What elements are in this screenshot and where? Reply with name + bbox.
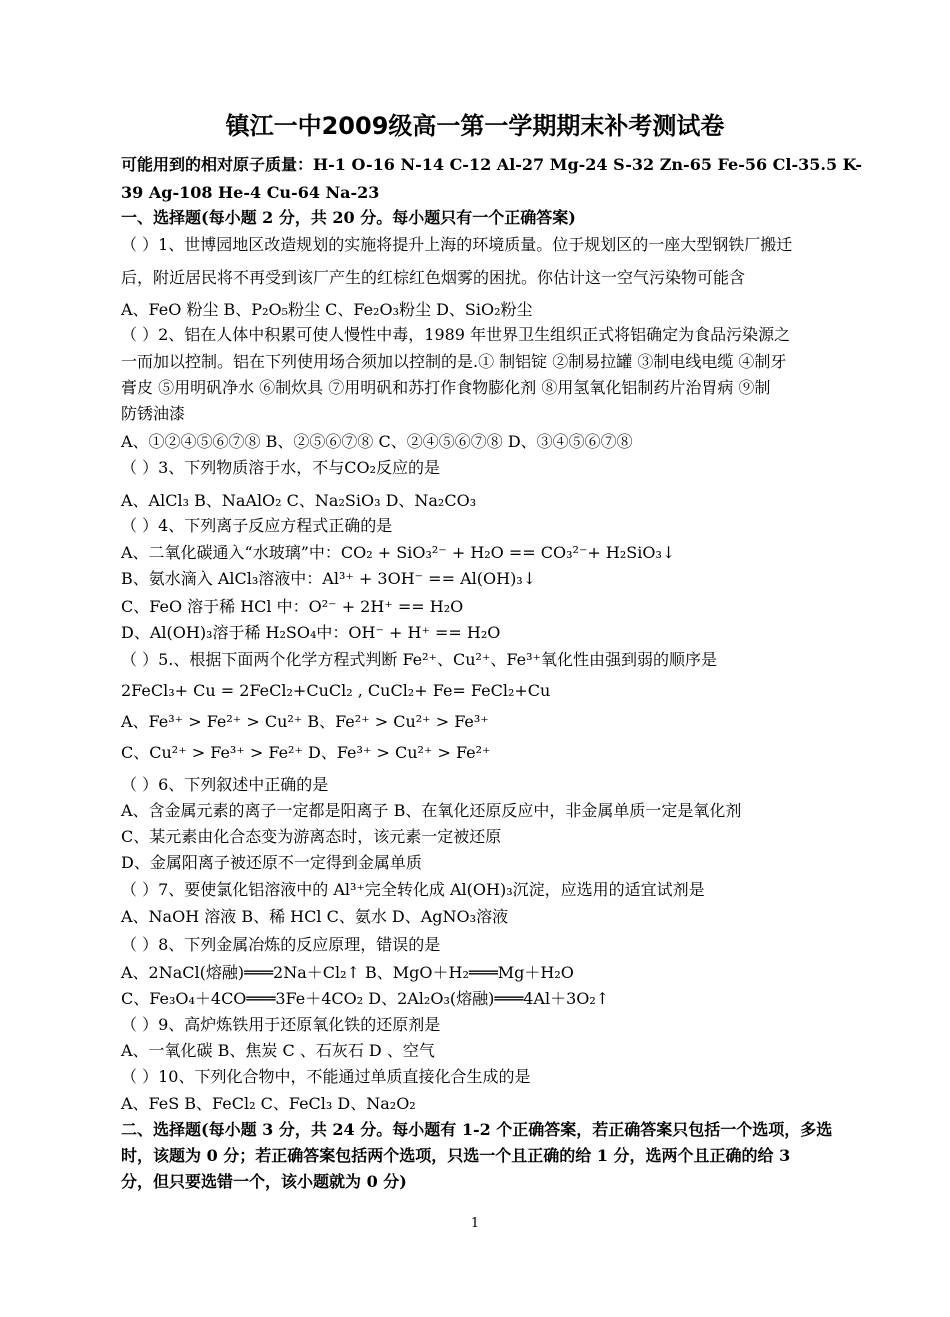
text-line: C、Fe₃O₄＋4CO═══3Fe＋4CO₂ D、2Al₂O₃(熔融)═══4Al＋3O₂↑	[121, 989, 610, 1008]
text-line: 2FeCl₃+ Cu = 2FeCl₂+CuCl₂ , CuCl₂+ Fe= FeCl₂+Cu	[121, 681, 551, 700]
text-line: A、①②④⑤⑥⑦⑧ B、②⑤⑥⑦⑧ C、②④⑤⑥⑦⑧ D、③④⑤⑥⑦⑧	[121, 432, 633, 451]
text-line: 一、选择题(每小题 2 分，共 20 分。每小题只有一个正确答案)	[121, 208, 576, 227]
text-line: （ ）3、下列物质溶于水，不与CO₂反应的是	[121, 458, 441, 477]
text-line: A、FeS B、FeCl₂ C、FeCl₃ D、Na₂O₂	[121, 1094, 416, 1113]
text-line: 一而加以控制。铝在下列使用场合须加以控制的是.① 制铝锭 ②制易拉罐 ③制电线电缆 ④制牙	[121, 352, 787, 371]
text-line: 后，附近居民将不再受到该厂产生的红棕红色烟雾的困扰。你估计这一空气污染物可能含	[121, 268, 746, 287]
text-line: （ ）10、下列化合物中，不能通过单质直接化合生成的是	[121, 1067, 531, 1086]
text-line: （ ）4、下列离子反应方程式正确的是	[121, 516, 393, 535]
page-number: 1	[470, 1216, 480, 1231]
text-line: A、含金属元素的离子一定都是阳离子 B、在氧化还原反应中，非金属单质一定是氧化剂	[121, 801, 742, 820]
text-line: D、金属阳离子被还原不一定得到金属单质	[121, 853, 422, 872]
text-line: A、NaOH 溶液 B、稀 HCl C、氨水 D、AgNO₃溶液	[121, 907, 509, 926]
text-line: 时，该题为 0 分；若正确答案包括两个选项，只选一个且正确的给 1 分，选两个且正确的给 3	[121, 1146, 791, 1165]
text-line: A、二氧化碳通入“水玻璃”中：CO₂ + SiO₃²⁻ + H₂O == CO₃²⁻+ H₂SiO₃↓	[121, 543, 676, 562]
text-line: 可能用到的相对原子质量：H-1 O-16 N-14 C-12 Al-27 Mg-24 S-32 Zn-65 Fe-56 Cl-35.5 K-	[121, 155, 863, 174]
text-line: （ ）8、下列金属冶炼的反应原理，错误的是	[121, 935, 441, 954]
text-line: （ ）1、世博园地区改造规划的实施将提升上海的环境质量。位于规划区的一座大型钢铁厂搬迁	[121, 235, 793, 254]
text-line: 39 Ag-108 He-4 Cu-64 Na-23	[121, 183, 380, 202]
text-line: （ ）2、铝在人体中积累可使人慢性中毒，1989 年世界卫生组织正式将铝确定为食品污染源之	[121, 325, 791, 344]
text-line: （ ）9、高炉炼铁用于还原氧化铁的还原剂是	[121, 1015, 441, 1034]
text-line: D、Al(OH)₃溶于稀 H₂SO₄中：OH⁻ + H⁺ == H₂O	[121, 623, 501, 642]
text-line: 分，但只要选错一个，该小题就为 0 分)	[121, 1172, 407, 1191]
text-line: A、一氧化碳 B、焦炭 C 、石灰石 D 、空气	[121, 1041, 435, 1060]
text-line: C、Cu²⁺ > Fe³⁺ > Fe²⁺ D、Fe³⁺ > Cu²⁺ > Fe²⁺	[121, 743, 491, 762]
page-title: 镇江一中2009级高一第一学期期末补考测试卷	[225, 112, 725, 140]
text-line: 防锈油漆	[121, 404, 186, 423]
text-line: B、氨水滴入 AlCl₃溶液中：Al³⁺ + 3OH⁻ == Al(OH)₃↓	[121, 569, 537, 588]
text-line: A、Fe³⁺ > Fe²⁺ > Cu²⁺ B、Fe²⁺ > Cu²⁺ > Fe³⁺	[121, 712, 489, 731]
text-line: C、FeO 溶于稀 HCl 中：O²⁻ + 2H⁺ == H₂O	[121, 597, 464, 616]
text-line: （ ）6、下列叙述中正确的是	[121, 775, 329, 794]
text-line: 膏皮 ⑤用明矾净水 ⑥制炊具 ⑦用明矾和苏打作食物膨化剂 ⑧用氢氧化铝制药片治胃病 ⑨制	[121, 378, 771, 397]
text-line: C、某元素由化合态变为游离态时，该元素一定被还原	[121, 827, 502, 846]
text-line: A、AlCl₃ B、NaAlO₂ C、Na₂SiO₃ D、Na₂CO₃	[121, 491, 477, 510]
text-line: （ ）5.、根据下面两个化学方程式判断 Fe²⁺、Cu²⁺、Fe³⁺氧化性由强到弱的顺序是	[121, 650, 717, 669]
text-line: A、FeO 粉尘 B、P₂O₅粉尘 C、Fe₂O₃粉尘 D、SiO₂粉尘	[121, 300, 533, 319]
text-line: A、2NaCl(熔融)═══2Na＋Cl₂↑ B、MgO＋H₂═══Mg＋H₂O	[121, 963, 574, 982]
text-line: （ ）7、要使氯化铝溶液中的 Al³⁺完全转化成 Al(OH)₃沉淀，应选用的适宜试剂是	[121, 880, 705, 899]
text-line: 二、选择题(每小题 3 分，共 24 分。每小题有 1-2 个正确答案，若正确答案只包括一个选项，多选	[121, 1120, 833, 1139]
